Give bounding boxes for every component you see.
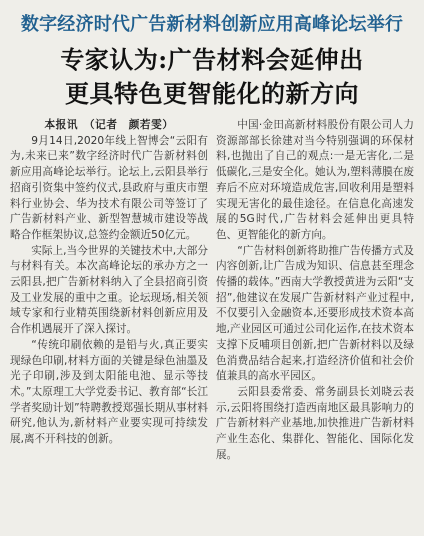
article-kicker: 数字经济时代广告新材料创新应用高峰论坛举行 bbox=[20, 14, 404, 35]
paragraph: “传统印刷依赖的是铅与火,真正要实现绿色印刷,材料方面的关键是绿色油墨及光子印刷,涉及到太阳能电池、显示等技术。”太原理工大学党委书记、教育部“长江学者奖励计划”特聘教授郑强长期从事材料研究,他认为,新材料产业要实现可持续发展,离不开科技的创新。 bbox=[10, 338, 208, 446]
headline-line-1: 专家认为:广告材料会延伸出 bbox=[60, 45, 364, 74]
article-column-right bbox=[216, 118, 414, 463]
paragraph: “广告材料创新将助推广告传播方式及内容创新,让广告成为知识、信息甚至理念传播的载体。”西南大学教授黄进为云阳“支招”,他建议在发展广告新材料产业过程中,不仅要引入金融资本,还要形成技术资本高地,产业园区可通过公司化运作,在技术资本支撑下反哺项目创新,把广告新材料以及绿色消费品结合起来,打造经济价值和社会价值兼具的高水平园区。 bbox=[216, 244, 414, 383]
headline-line-2: 更具特色更智能化的新方向 bbox=[65, 79, 359, 108]
article-column-left bbox=[10, 118, 208, 448]
paragraph: 9月14日,2020年线上智博会“云阳有为,未来已来”数字经济时代广告新材料创新应用高峰论坛举行。论坛上,云阳县举行招商引资集中签约仪式,县政府与重庆市塑料行业协会、华为技术有限公司等签订了广告新材料产业、新型智慧城市建设等战略合作框架协议,总签约金额近50亿元。 bbox=[10, 134, 208, 241]
paragraph: 云阳县委常委、常务副县长刘晓云表示,云阳将围绕打造西南地区最具影响力的广告新材料产业基地,加快推进广告新材料产业生态化、集群化、智能化、国际化发展。 bbox=[216, 385, 414, 461]
paragraph: 实际上,当今世界的关键技术中,大部分与材料有关。本次高峰论坛的承办方之一云阳县,把广告新材料纳入了全县招商引资及工业发展的重中之重。论坛现场,相关领域专家和行业精英围绕新材料创新应用及合作机遇展开了深入探讨。 bbox=[10, 244, 208, 336]
paragraph: 中国·金田高新材料股份有限公司人力资源部部长徐建对当今特别强调的环保材料,也抛出了自己的观点:一是无害化,二是低碳化,三是安全化。她认为,塑料薄膜在废弃后不应对环境造成危害,回收利用是塑料实现无害化的最佳途径。在信息化高速发展的5G时代,广告材料会延伸出更具特色、更智能化的新方向。 bbox=[216, 119, 414, 241]
byline: 本报讯 （记者 颜若雯） bbox=[44, 119, 174, 131]
